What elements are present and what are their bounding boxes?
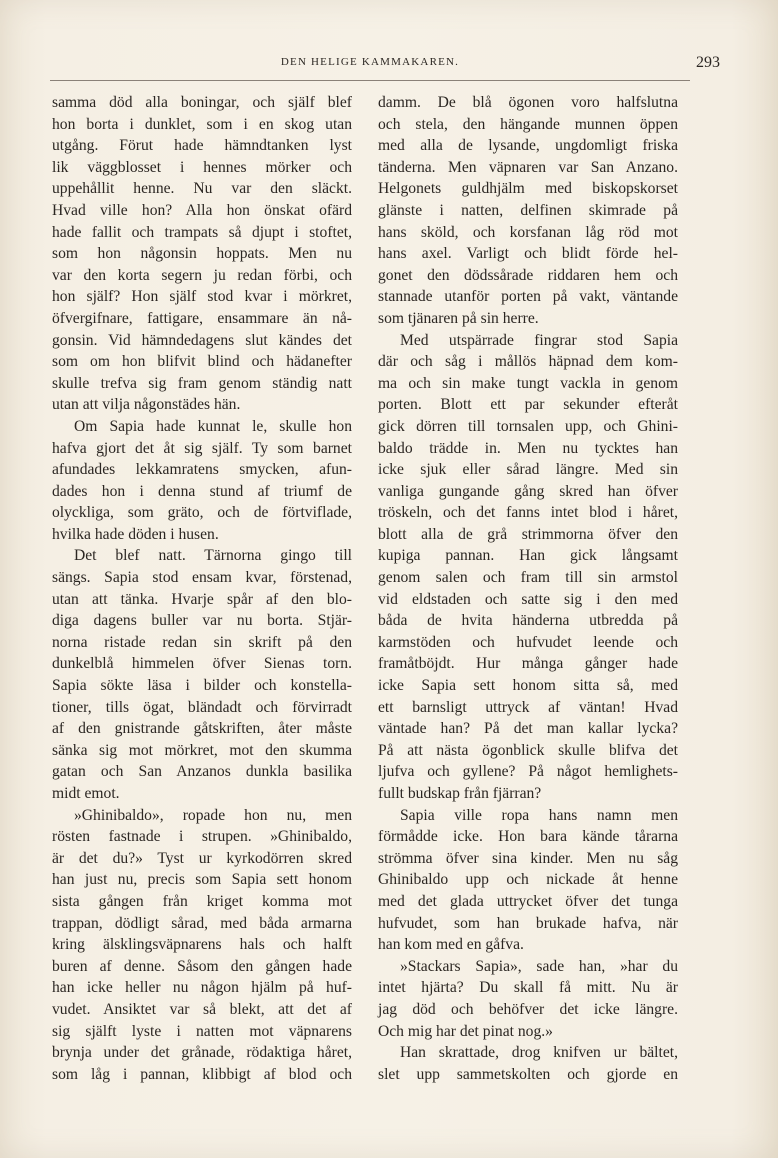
text-line: vudet. Ansiktet var så blekt, att det af <box>52 1000 352 1018</box>
text-line: tioner, tills ögat, bländadt och förvirradt <box>52 698 352 716</box>
text-line: kupiga pannan. Han gick långsamt <box>378 547 678 565</box>
text-line: utgång. Förut hade hämndtanken lyst <box>52 137 352 155</box>
text-line: tänderna. Men väpnaren var San Anzano. <box>378 158 678 176</box>
text-line: icke sjuk eller sårad längre. Med sin <box>378 461 678 479</box>
text-line: dades hon i denna stund af triumf de <box>52 482 352 500</box>
text-line: sängs. Sapia stod ensam kvar, förstenad, <box>52 569 352 587</box>
text-line: afundades lekkamratens smycken, afun- <box>52 461 352 479</box>
text-line: gonsin. Vid hämndedagens slut kändes det <box>52 331 352 349</box>
text-line: Sapia ville ropa hans namn men <box>400 806 678 824</box>
text-line: olyckliga, som gräto, och de förtviflade, <box>52 504 352 522</box>
text-line: karmstöden och hufvudet leende och <box>378 633 678 651</box>
text-line: lik väggblosset i hennes mörker och <box>52 158 352 176</box>
text-line: han just nu, precis som Sapia sett honom <box>52 871 352 889</box>
text-line: brynja under det grånade, rödaktiga håret, <box>52 1044 352 1062</box>
text-line: gonet den dödssårade riddaren hem och <box>378 266 678 284</box>
page-number: 293 <box>696 54 720 71</box>
text-line: blott alla de grå strimmorna öfver den <box>378 525 678 543</box>
right-column <box>378 92 678 1085</box>
text-line: som låg i pannan, klibbigt af blod och <box>52 1065 352 1083</box>
text-line: som tjänaren på sin herre. <box>378 309 539 327</box>
header-rule <box>50 80 690 81</box>
text-line: gatan och San Anzanos dunkla basilika <box>52 763 352 781</box>
text-line: Ghinibaldo upp och nickade åt henne <box>378 871 678 889</box>
text-line: sista gången från kriget komma mot <box>52 892 352 910</box>
text-line: trappan, dödligt sårad, med båda armarna <box>52 914 352 932</box>
text-line: Sapia sökte läsa i bilder och konstella- <box>52 677 352 695</box>
text-line: rösten fastnade i strupen. »Ghinibaldo, <box>52 828 352 846</box>
text-line: han kom med en gåfva. <box>378 936 524 954</box>
text-line: förmådde icke. Hon bara kände tårarna <box>378 828 678 846</box>
text-line: utan att tänka. Hvarje spår af den blo- <box>52 590 352 608</box>
text-line: vid eldstaden och satte sig i den med <box>378 590 678 608</box>
text-line: slet upp sammetskolten och gjorde en <box>378 1065 678 1083</box>
text-line: sänka sig mot mörkret, mot den skumma <box>52 741 352 759</box>
text-line: framåtböjdt. Hur många gånger hade <box>378 655 678 673</box>
text-line: Och mig har det pinat nog.» <box>378 1022 553 1040</box>
text-line: hafva gjort det åt sig själf. Ty som barnet <box>52 439 352 457</box>
text-line: glänste i natten, delfinen skimrade på <box>378 201 678 219</box>
text-line: med alla de lysande, ungdomligt friska <box>378 137 678 155</box>
text-line: midt emot. <box>52 785 120 802</box>
text-line: öfvergifnare, fattigare, ensammare än nå- <box>52 309 352 327</box>
text-line: hon borta i dunklet, som i en skog utan <box>52 115 352 133</box>
text-line: som hon någonsin hoppats. Men nu <box>52 245 352 263</box>
text-line: vanliga gungande gång skred han öfver <box>378 482 678 500</box>
text-line: som om hon blifvit blind och hädanefter <box>52 353 352 371</box>
text-line: buren af denne. Såsom den gången hade <box>52 957 352 975</box>
text-line: fullt budskap från fjärran? <box>378 785 542 802</box>
text-line: gick dörren till tornsalen upp, och Ghini- <box>378 417 678 435</box>
text-line: ma och sin make tungt vackla in genom <box>378 374 678 392</box>
text-line: ett barnsligt uttryck af väntan! Hvad <box>378 698 678 716</box>
text-line: hans sköld, och korsfanan låg röd mot <box>378 223 678 241</box>
text-line: tröskeln, och det fanns intet blod i håret, <box>378 504 678 522</box>
text-line: och stela, den hängande munnen öppen <box>378 115 678 133</box>
text-line: diga dagens buller var nu borta. Stjär- <box>52 612 352 630</box>
text-line: hvilka hade döden i husen. <box>52 525 219 543</box>
text-line: strömma öfver sina kinder. Men nu såg <box>378 849 678 867</box>
text-line: hade fallit och trampats så djupt i stoftet, <box>52 223 352 241</box>
text-line: Det blef natt. Tärnorna gingo till <box>74 547 352 565</box>
text-line: af den gnistrande gåtskriften, åter måste <box>52 720 352 738</box>
text-line: Hvad ville hon? Alla hon önskat ofärd <box>52 201 352 219</box>
text-line: hufvudet, som han brukade hafva, när <box>378 914 678 932</box>
text-line: Med utspärrade fingrar stod Sapia <box>400 331 678 349</box>
text-line: uppehållit henne. Nu var den släckt. <box>52 180 352 198</box>
text-line: med det glada uttrycket öfver det tunga <box>378 892 678 910</box>
text-line: porten. Blott ett par sekunder efteråt <box>378 396 678 414</box>
text-line: där och såg i mållös häpnad dem kom- <box>378 353 678 371</box>
text-line: intet hjärta? Du skall få mitt. Nu är <box>378 979 678 997</box>
text-line: Helgonets guldhjälm med biskopskorset <box>378 180 678 198</box>
page-header <box>40 52 720 78</box>
text-line: jag död och behöfver det icke längre. <box>378 1000 678 1018</box>
text-line: baldo trädde in. Men nu tycktes han <box>378 439 678 457</box>
text-line: skulle trefva sig fram genom ständig natt <box>52 374 352 392</box>
text-line: icke Sapia sett honom sitta så, med <box>378 677 678 695</box>
text-line: utan att vilja någonstädes hän. <box>52 396 241 414</box>
text-line: »Stackars Sapia», sade han, »har du <box>400 957 678 975</box>
text-line: kring älsklingsväpnarens hals och halft <box>52 936 352 954</box>
text-line: hans axel. Varligt och blidt förde hel- <box>378 245 678 263</box>
running-title: DEN HELIGE KAMMAKAREN. <box>280 56 460 68</box>
text-line: »Ghinibaldo», ropade hon nu, men <box>74 806 352 824</box>
text-line: genom salen och fram till sin armstol <box>378 569 678 587</box>
text-line: hon själf? Hon själf stod kvar i mörkret, <box>52 288 352 306</box>
text-line: norna ristade redan sin skrift på den <box>52 633 352 651</box>
text-line: samma död alla boningar, och själf blef <box>52 94 352 111</box>
text-line: dunkelblå himmelen öfver Sienas torn. <box>52 655 352 673</box>
text-line: stannade utanför porten på vakt, väntande <box>378 288 678 306</box>
text-line: På att nästa ögonblick skulle blifva det <box>378 741 678 759</box>
text-line: är det du?» Tyst ur kyrkodörren skred <box>52 849 352 867</box>
left-column <box>52 92 352 1085</box>
text-line: damm. De blå ögonen voro halfslutna <box>378 94 678 111</box>
text-line: Han skrattade, drog knifven ur bältet, <box>400 1044 678 1062</box>
text-line: var den korta segern ju redan förbi, och <box>52 266 352 284</box>
text-line: Om Sapia hade kunnat le, skulle hon <box>74 417 352 435</box>
text-line: båda de hvita händerna utbredda på <box>378 612 678 630</box>
text-line: väntade han? På det man kallar lycka? <box>378 720 678 738</box>
text-line: ljufva och gyllene? På något hemlighets- <box>378 763 678 781</box>
text-line: han icke heller nu någon hjälm på huf- <box>52 979 352 997</box>
text-line: sig själft lyste i natten mot väpnarens <box>52 1022 352 1040</box>
